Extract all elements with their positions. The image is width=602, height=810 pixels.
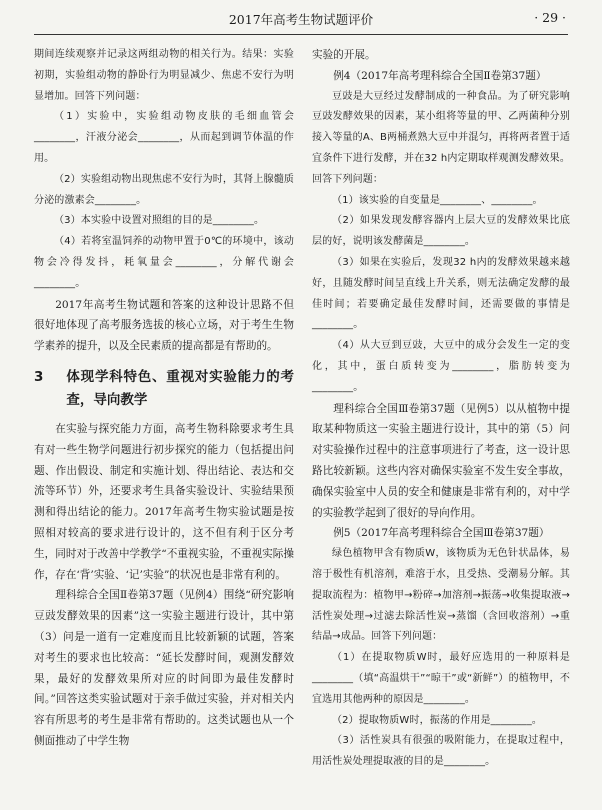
example-4-question-3: （3）如果在实验后，发现32 h内的发酵效果越来越好，且随发酵时间呈直线上升关系，则无法确定发酵的最佳时间；若要确定最佳发酵时间，还需要做的事情是________。 xyxy=(312,256,570,331)
body-paragraph-continued: 实验的开展。 xyxy=(312,49,376,61)
right-column xyxy=(312,45,570,773)
left-column xyxy=(34,45,294,752)
example-5-question-3: （3）活性炭具有很强的吸附能力，在提取过程中，用活性炭处理提取液的目的是________。 xyxy=(312,735,570,768)
example-5-title: 例5（2017年高考理科综合全国Ⅲ卷第37题） xyxy=(333,527,550,540)
body-paragraph: 2017年高考生物试题和答案的这种设计思路不但很好地体现了高考服务选拔的核心立场，对于考生生物学素养的提升，以及全民素质的提高都是有帮助的。 xyxy=(34,298,294,353)
example-4-question-2: （2）如果发现发酵容器内上层大豆的发酵效果比底层的好，说明该发酵菌是________。 xyxy=(312,215,570,248)
question-3: （3）本实验中设置对照组的目的是________。 xyxy=(54,215,265,227)
page-header xyxy=(0,8,602,30)
example-4-stem: 豆豉是大豆经过发酵制成的一种食品。为了研究影响豆豉发酵效果的因素，某小组将等量的甲、乙两菌种分别接入等量的A、B两桶煮熟大豆中并混匀，再将两者置于适宜条件下进行发酵，并在32 h内定期取样观测发酵效果。回答下列问题： xyxy=(312,90,570,185)
question-4: （4）若将室温饲养的动物甲置于0℃的环境中，该动物会冷得发抖，耗氧量会________，分解代谢会________。 xyxy=(34,236,294,289)
question-1: （1）实验中，实验组动物皮肤的毛细血管会________，汗液分泌会________，从而起到调节体温的作用。 xyxy=(34,111,294,164)
body-paragraph: 理科综合全国Ⅱ卷第37题（见例4）围绕“研究影响豆豉发酵效果的因素”这一实验主题进行设计，其中第（3）问是一道有一定难度而且比较新颖的试题，答案对考生的要求也比较高：“延长发酵时间，观测发酵效果，最好的发酵效果所对应的时间即为最佳发酵时间。”回答这类实验试题对于亲手做过实验，并对相关内容有所思考的考生是非常有帮助的。这类试题也从一个侧面推动了中学生物 xyxy=(34,589,294,747)
question-2: （2）实验组动物出现焦虑不安行为时，其肾上腺髓质分泌的激素会________。 xyxy=(34,173,294,206)
body-paragraph: 在实验与探究能力方面，高考生物科除要求考生具有对一些生物学问题进行初步探究的能力（包括提出问题、作出假设、制定和实施计划、得出结论、表达和交流等环节）外，还要求考生具备实验设计、实验结果预测和得出结论的能力。2017年高考生物实验试题是按照相对较高的要求进行设计的，这不但有利于区分考生，同时对于改善中学教学“不重视实验，不重视实际操作，存在‘背’实验、‘记’实验”的状况也是非常有利的。 xyxy=(34,422,294,581)
header-rule xyxy=(34,34,568,35)
running-title: 2017年高考生物试题评价 xyxy=(228,12,374,27)
section-number: 3 xyxy=(34,368,44,385)
body-paragraph: 理科综合全国Ⅲ卷第37题（见例5）以从植物中提取某种物质这一实验主题进行设计，其中的第（5）问对实验操作过程中的注意事项进行了考查，这一设计思路比较新颖。这些内容对确保实验室不发生安全事故，确保实验室中人员的安全和健康是非常有利的，对中学的实验教学起到了很好的导向作用。 xyxy=(312,402,570,519)
section-heading xyxy=(34,366,294,412)
experiment-result-text: 期间连续观察并记录这两组动物的相关行为。结果：实验初期，实验组动物的静卧行为明显减少、焦虑不安行为明显增加。回答下列问题： xyxy=(34,49,294,102)
example-4-question-1: （1）该实验的自变量是________、________。 xyxy=(332,194,543,206)
example-4-title: 例4（2017年高考理科综合全国Ⅱ卷第37题） xyxy=(333,69,547,82)
example-5-stem: 绿色植物甲含有物质W，该物质为无色针状晶体，易溶于极性有机溶剂，难溶于水，且受热、受潮易分解。其提取流程为：植物甲→粉碎→加溶剂→振荡→收集提取液→活性炭处理→过滤去除活性炭→蒸馏（含回收溶剂）→重结晶→成品。回答下列问题： xyxy=(312,548,570,643)
example-5-question-2: （2）提取物质W时，振荡的作用是________。 xyxy=(332,714,542,726)
example-5-question-1: （1）在提取物质W时，最好应选用的一种原料是________（填“高温烘干”“晾干”或“新鲜”）的植物甲，不宜选用其他两种的原因是________。 xyxy=(312,652,570,705)
example-4-question-4: （4）从大豆到豆豉，大豆中的成分会发生一定的变化，其中，蛋白质转变为________，脂肪转变为________。 xyxy=(312,340,570,393)
page-number: · 29 · xyxy=(534,10,566,25)
section-title: 体现学科特色、重视对实验能力的考查，导向教学 xyxy=(66,368,294,408)
